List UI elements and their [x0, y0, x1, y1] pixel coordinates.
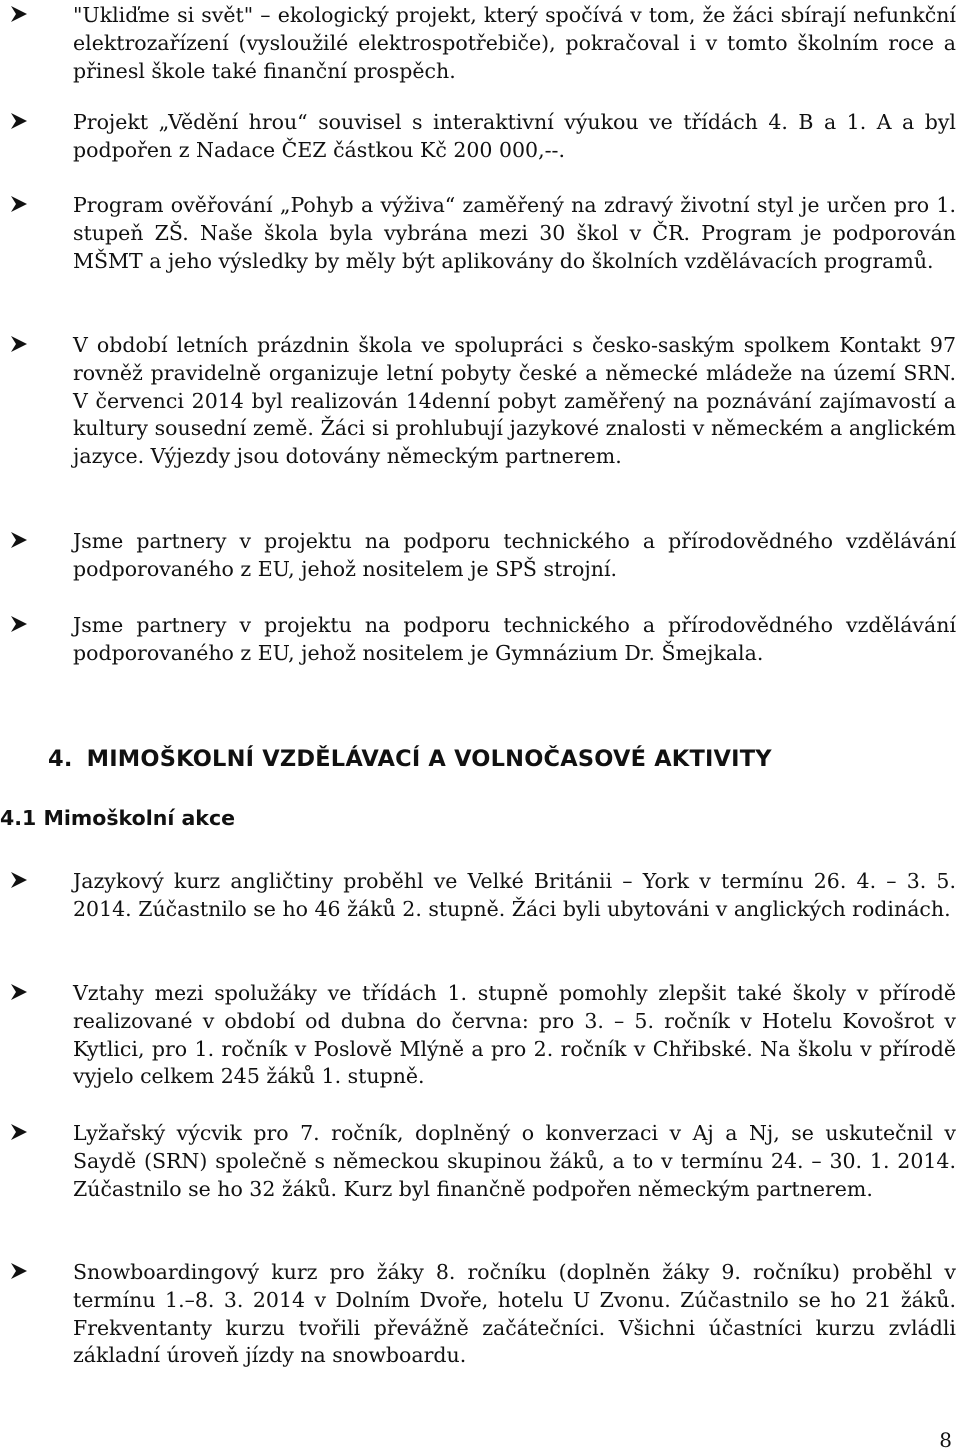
page-number: 8 — [939, 1428, 952, 1452]
arrowhead-bullet-icon — [8, 110, 30, 132]
arrowhead-bullet-icon — [8, 193, 30, 215]
list-item-text: Program ověřování „Pohyb a výživa“ zaměřený na zdravý životní styl je určen pro 1. stupeň ZŠ. Naše škola byla vybrána mezi 30 škol v ČR. Program je podporován MŠMT a jeho výsledky by měly být aplikovány do školních vzdělávacích programů. — [73, 193, 956, 273]
arrowhead-bullet-icon — [8, 529, 30, 551]
arrowhead-bullet-icon — [8, 1121, 30, 1143]
section-heading — [48, 746, 772, 772]
list-item-text: Vztahy mezi spolužáky ve třídách 1. stupně pomohly zlepšit také školy v přírodě realizované v období od dubna do června: pro 3. – 5. ročník v Hotelu Kovošrot v Kytlici, pro 1. ročník v Poslově Mlýně a pro 2. ročník v Chřibské. Na školu v přírodě vyjelo celkem 245 žáků 1. stupně. — [73, 981, 956, 1089]
section-title: MIMOŠKOLNÍ VZDĚLÁVACÍ A VOLNOČASOVÉ AKTIVITY — [86, 746, 772, 772]
list-item-text: Projekt „Vědění hrou“ souvisel s interaktivní výukou ve třídách 4. B a 1. A a byl podpořen z Nadace ČEZ částkou Kč 200 000,--. — [73, 110, 956, 162]
list-item-text: V období letních prázdnin škola ve spolupráci s česko-saským spolkem Kontakt 97 rovněž pravidelně organizuje letní pobyty české a německé mládeže na území SRN. V červenci 2014 byl realizován 14denní pobyt zaměřený na poznávání zajímavostí a kultury sousední země. Žáci si prohlubují jazykové znalosti v německém a anglickém jazyce. Výjezdy jsou dotovány německým partnerem. — [73, 333, 956, 469]
arrowhead-bullet-icon — [8, 1260, 30, 1282]
list-item-text: Jsme partnery v projektu na podporu technického a přírodovědného vzdělávání podporovaného z EU, jehož nositelem je Gymnázium Dr. Šmejkala. — [73, 613, 956, 665]
list-item-text: Lyžařský výcvik pro 7. ročník, doplněný o konverzaci v Aj a Nj, se uskutečnil v Saydě (SRN) společně s německou skupinou žáků, a to v termínu 24. – 30. 1. 2014. Zúčastnilo se ho 32 žáků. Kurz byl finančně podpořen německým partnerem. — [73, 1121, 956, 1201]
list-item-text: Jazykový kurz angličtiny proběhl ve Velké Británii – York v termínu 26. 4. – 3. 5. 2014. Zúčastnilo se ho 46 žáků 2. stupně. Žáci byli ubytováni v anglických rodinách. — [73, 869, 956, 921]
subsection-heading: 4.1 Mimoškolní akce — [0, 806, 235, 830]
arrowhead-bullet-icon — [8, 613, 30, 635]
list-item-text: Jsme partnery v projektu na podporu technického a přírodovědného vzdělávání podporovaného z EU, jehož nositelem je SPŠ strojní. — [73, 529, 956, 581]
list-item-text: Snowboardingový kurz pro žáky 8. ročníku (doplněn žáky 9. ročníku) proběhl v termínu 1.–8. 3. 2014 v Dolním Dvoře, hotelu U Zvonu. Zúčastnilo se ho 21 žáků. Frekventanty kurzu tvořili převážně začátečníci. Všichni účastníci kurzu zvládli základní úroveň jízdy na snowboardu. — [73, 1260, 956, 1368]
arrowhead-bullet-icon — [8, 981, 30, 1003]
section-number: 4. — [48, 746, 73, 772]
arrowhead-bullet-icon — [8, 3, 30, 25]
arrowhead-bullet-icon — [8, 333, 30, 355]
arrowhead-bullet-icon — [8, 869, 30, 891]
list-item-text: "Ukliďme si svět" – ekologický projekt, který spočívá v tom, že žáci sbírají nefunkční elektrozařízení (vysloužilé elektrospotřebiče), pokračoval i v tomto školním roce a přinesl škole také finanční prospěch. — [73, 3, 956, 83]
